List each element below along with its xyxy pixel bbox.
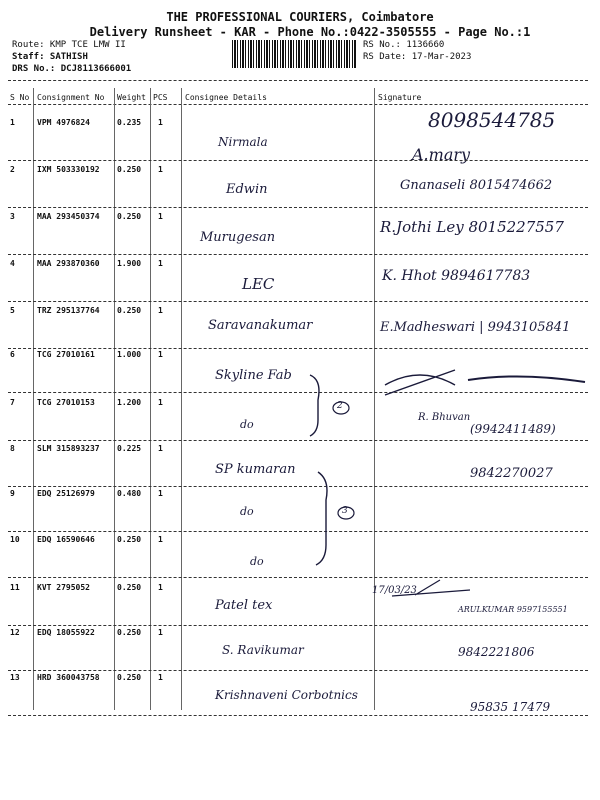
row-consignment-no: EDQ 25126979 <box>37 489 95 498</box>
row-weight: 0.225 <box>117 444 142 453</box>
row-pcs: 1 <box>158 165 163 174</box>
bracket-mark <box>310 375 319 436</box>
row-pcs: 1 <box>158 212 163 221</box>
row-weight: 0.250 <box>117 535 142 544</box>
row-weight: 0.250 <box>117 628 142 637</box>
row-consignee: do <box>240 418 254 431</box>
row-signature-extra: (9942411489) <box>470 422 556 436</box>
row-sno: 1 <box>10 118 15 127</box>
row-signature: E.Madheswari | 9943105841 <box>380 320 571 335</box>
row-sno: 4 <box>10 259 15 268</box>
row-signature: 8098544785 <box>428 108 556 132</box>
scribble-strike <box>385 370 455 395</box>
route-label: Route: KMP TCE LMW II <box>12 40 126 50</box>
row-weight: 0.250 <box>117 306 142 315</box>
row-consignment-no: IXM 503330192 <box>37 165 100 174</box>
row-consignee: do <box>250 555 264 568</box>
row-consignment-no: VPM 4976824 <box>37 118 90 127</box>
row-signature: 9842221806 <box>458 645 535 659</box>
row-pcs: 1 <box>158 118 163 127</box>
row-weight: 1.200 <box>117 398 142 407</box>
row-consignment-no: TCG 27010161 <box>37 350 95 359</box>
row-consignee: Nirmala <box>218 135 268 149</box>
row-consignment-no: HRD 360043758 <box>37 673 100 682</box>
row-sno: 9 <box>10 489 15 498</box>
scribble-strike <box>468 376 585 382</box>
row-sno: 7 <box>10 398 15 407</box>
row-consignee: Saravanakumar <box>208 318 313 333</box>
row-consignment-no: MAA 293450374 <box>37 212 100 221</box>
staff-label: Staff: SATHISH <box>12 52 88 62</box>
row-consignee: SP kumaran <box>215 462 296 477</box>
row-sno: 6 <box>10 350 15 359</box>
row-sno: 3 <box>10 212 15 221</box>
row-consignee: do <box>240 505 254 518</box>
row-consignment-no: SLM 315893237 <box>37 444 100 453</box>
row-consignment-no: KVT 2795052 <box>37 583 90 592</box>
row-weight: 0.480 <box>117 489 142 498</box>
drs-number: DRS No.: DCJ8113666001 <box>12 64 132 74</box>
row-sno: 2 <box>10 165 15 174</box>
row-pcs: 1 <box>158 398 163 407</box>
row-consignee: Patel tex <box>215 598 273 613</box>
row-weight: 0.250 <box>117 165 142 174</box>
row-consignment-no: EDQ 16590646 <box>37 535 95 544</box>
row-sno: 11 <box>10 583 20 592</box>
row-consignee: S. Ravikumar <box>222 643 304 657</box>
row-pcs: 1 <box>158 535 163 544</box>
row-weight: 0.250 <box>117 212 142 221</box>
row-pcs: 1 <box>158 489 163 498</box>
row-sno: 8 <box>10 444 15 453</box>
row-signature: Gnanaseli 8015474662 <box>400 178 553 193</box>
row-weight: 0.235 <box>117 118 142 127</box>
row-weight: 0.250 <box>117 673 142 682</box>
row-consignee: Krishnaveni Corbotnics <box>215 688 358 702</box>
row-sno: 5 <box>10 306 15 315</box>
row-signature-extra: ARULKUMAR 9597155551 <box>458 605 568 614</box>
col-consignment: Consignment No <box>37 93 105 102</box>
bracket-mark <box>316 472 327 565</box>
row-pcs: 1 <box>158 583 163 592</box>
row-weight: 1.900 <box>117 259 142 268</box>
row-consignee: LEC <box>242 275 275 293</box>
runsheet-subtitle: Delivery Runsheet - KAR - Phone No.:0422-3505555 - Page No.:1 <box>89 25 531 39</box>
row-sno: 10 <box>10 535 20 544</box>
row-consignee: Murugesan <box>200 230 276 245</box>
row-signature-extra: A.mary <box>412 145 471 164</box>
col-sno: S No <box>10 93 30 102</box>
circled-number: 2 <box>337 401 343 411</box>
col-weight: Weight <box>117 93 146 102</box>
row-pcs: 1 <box>158 673 163 682</box>
row-signature: 95835 17479 <box>470 700 551 714</box>
scribble-strike <box>392 580 470 596</box>
row-consignment-no: MAA 293870360 <box>37 259 100 268</box>
row-pcs: 1 <box>158 444 163 453</box>
row-consignment-no: EDQ 18055922 <box>37 628 95 637</box>
circled-number: 3 <box>342 506 348 516</box>
rs-number: RS No.: 1136660 <box>363 40 445 50</box>
row-consignment-no: TRZ 295137764 <box>37 306 100 315</box>
col-signature: Signature <box>378 93 422 102</box>
row-signature: 9842270027 <box>470 466 553 481</box>
row-weight: 1.000 <box>117 350 142 359</box>
row-pcs: 1 <box>158 350 163 359</box>
row-weight: 0.250 <box>117 583 142 592</box>
rs-date: RS Date: 17-Mar-2023 <box>363 52 472 62</box>
col-consignee: Consignee Details <box>185 93 267 102</box>
row-pcs: 1 <box>158 259 163 268</box>
row-signature: R. Bhuvan <box>418 412 471 423</box>
row-consignee: Edwin <box>226 182 268 197</box>
col-pcs: PCS <box>153 93 168 102</box>
row-sno: 12 <box>10 628 20 637</box>
row-consignee: Skyline Fab <box>215 368 292 383</box>
row-signature: R.Jothi Ley 8015227557 <box>380 218 564 236</box>
company-title: THE PROFESSIONAL COURIERS, Coimbatore <box>166 10 434 24</box>
row-signature: 17/03/23 <box>372 585 417 596</box>
row-sno: 13 <box>10 673 20 682</box>
row-signature: K. Hhot 9894617783 <box>382 268 531 284</box>
row-pcs: 1 <box>158 306 163 315</box>
row-consignment-no: TCG 27010153 <box>37 398 95 407</box>
row-pcs: 1 <box>158 628 163 637</box>
